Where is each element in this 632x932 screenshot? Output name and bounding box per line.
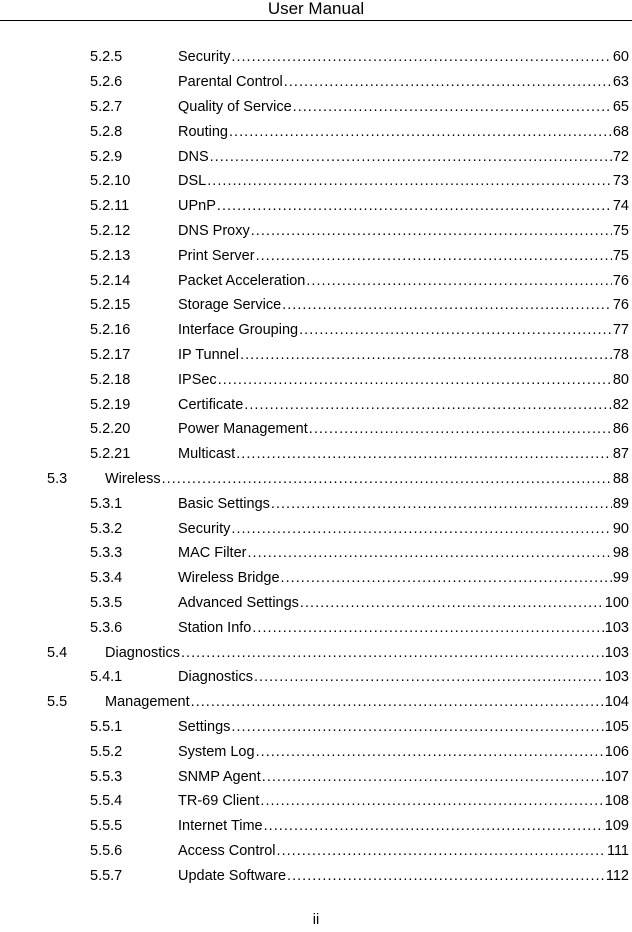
- toc-section-number: 5.3.4: [90, 570, 123, 587]
- toc-entry-line: [178, 223, 629, 239]
- toc-section-number: 5.5.5: [90, 818, 123, 835]
- toc-section-number: 5.2.6: [90, 74, 123, 91]
- toc-dot-leader: [287, 868, 605, 884]
- toc-section-title[interactable]: Station Info: [178, 619, 252, 636]
- toc-section-title[interactable]: SNMP Agent: [178, 768, 261, 785]
- toc-section-title[interactable]: Access Control: [178, 842, 276, 859]
- toc-section-title[interactable]: IPSec: [178, 371, 217, 388]
- toc-entry-line: [178, 322, 629, 338]
- toc-section-title[interactable]: Parental Control: [178, 74, 283, 91]
- toc-dot-leader: [231, 49, 611, 65]
- toc-dot-leader: [162, 471, 612, 487]
- header-divider: [0, 20, 632, 21]
- toc-entry-line: [178, 248, 629, 264]
- toc-entry[interactable]: [0, 318, 632, 343]
- toc-entry[interactable]: [0, 690, 632, 715]
- toc-section-title[interactable]: IP Tunnel: [178, 346, 240, 363]
- toc-dot-leader: [281, 570, 612, 586]
- toc-dot-leader: [218, 372, 612, 388]
- toc-page-number[interactable]: 104: [604, 694, 629, 711]
- toc-section-title[interactable]: Internet Time: [178, 818, 263, 835]
- toc-section-number: 5.3.6: [90, 619, 123, 636]
- toc-entry[interactable]: [0, 392, 632, 417]
- toc-section-number: 5.2.7: [90, 98, 123, 115]
- toc-dot-leader: [236, 446, 612, 462]
- toc-page-number[interactable]: 63: [612, 74, 629, 91]
- toc-entry[interactable]: [0, 467, 632, 492]
- toc-entry-line: [178, 446, 629, 462]
- toc-dot-leader: [181, 645, 604, 661]
- toc-section-title[interactable]: Multicast: [178, 446, 236, 463]
- toc-entry[interactable]: [0, 293, 632, 318]
- toc-section-title[interactable]: Diagnostics: [105, 644, 180, 661]
- toc-entry-line: [178, 421, 629, 437]
- toc-dot-leader: [309, 421, 612, 437]
- footer-page-number: ii: [312, 912, 320, 928]
- toc-page-number[interactable]: 82: [612, 396, 629, 413]
- toc-section-number: 5.2.12: [90, 222, 131, 239]
- toc-entry-line: [178, 719, 629, 735]
- toc-entry-line: [178, 669, 629, 685]
- toc-entry-line: [178, 49, 629, 65]
- toc-dot-leader: [254, 669, 604, 685]
- toc-section-title[interactable]: UPnP: [178, 198, 216, 215]
- toc-entry-line: [178, 843, 629, 859]
- toc-entry-line: [178, 570, 629, 586]
- table-of-contents: [0, 45, 632, 888]
- toc-dot-leader: [282, 297, 612, 313]
- toc-section-title[interactable]: TR-69 Client: [178, 793, 260, 810]
- toc-entry[interactable]: [0, 814, 632, 839]
- toc-entry-line: [178, 620, 629, 636]
- toc-dot-leader: [240, 347, 612, 363]
- toc-page-number[interactable]: 90: [612, 520, 629, 537]
- toc-entry[interactable]: [0, 491, 632, 516]
- toc-entry[interactable]: [0, 144, 632, 169]
- toc-page-number[interactable]: 80: [612, 371, 629, 388]
- toc-entry[interactable]: [0, 243, 632, 268]
- toc-section-number: 5.5.2: [90, 743, 123, 760]
- toc-page-number[interactable]: 60: [612, 49, 629, 66]
- toc-entry-line: [178, 149, 629, 165]
- toc-entry-line: [178, 397, 629, 413]
- toc-page-number[interactable]: 103: [604, 644, 629, 661]
- toc-page-number[interactable]: 98: [612, 545, 629, 562]
- toc-entry-line: [178, 173, 629, 189]
- toc-page-number[interactable]: 112: [605, 867, 629, 884]
- toc-entry[interactable]: [0, 95, 632, 120]
- toc-dot-leader: [271, 496, 612, 512]
- toc-section-title[interactable]: Power Management: [178, 421, 308, 438]
- toc-entry-line: [178, 545, 629, 561]
- toc-section-number: 5.2.10: [90, 173, 131, 190]
- toc-entry-line: [178, 496, 629, 512]
- toc-entry[interactable]: [0, 839, 632, 864]
- toc-page-number[interactable]: 87: [612, 446, 629, 463]
- toc-section-number: 5.2.9: [90, 148, 123, 165]
- toc-section-number: 5.4: [47, 644, 68, 661]
- toc-entry[interactable]: [0, 640, 632, 665]
- toc-entry[interactable]: [0, 219, 632, 244]
- toc-entry-line: [178, 818, 629, 834]
- toc-dot-leader: [210, 149, 612, 165]
- toc-page-number[interactable]: 74: [612, 198, 629, 215]
- toc-section-title[interactable]: Wireless: [105, 470, 161, 487]
- toc-entry[interactable]: [0, 45, 632, 70]
- toc-section-number: 5.5.1: [90, 718, 123, 735]
- toc-entry-line: [105, 471, 629, 487]
- toc-section-number: 5.2.17: [90, 346, 131, 363]
- page-header-title: User Manual: [267, 0, 365, 18]
- toc-page-number[interactable]: 75: [612, 222, 629, 239]
- toc-section-number: 5.5.7: [90, 867, 123, 884]
- toc-page-number[interactable]: 65: [612, 98, 629, 115]
- toc-page-number[interactable]: 77: [612, 322, 629, 339]
- toc-dot-leader: [260, 793, 603, 809]
- toc-dot-leader: [229, 124, 612, 140]
- toc-section-title[interactable]: Security: [178, 520, 231, 537]
- toc-section-title[interactable]: Print Server: [178, 247, 255, 264]
- toc-dot-leader: [217, 198, 612, 214]
- toc-dot-leader: [231, 521, 611, 537]
- toc-page-number[interactable]: 75: [612, 247, 629, 264]
- toc-section-number: 5.3.5: [90, 594, 123, 611]
- toc-entry[interactable]: [0, 442, 632, 467]
- toc-entry[interactable]: [0, 194, 632, 219]
- toc-entry[interactable]: [0, 169, 632, 194]
- toc-section-title[interactable]: Advanced Settings: [178, 594, 299, 611]
- toc-section-title[interactable]: Management: [105, 694, 190, 711]
- toc-page-number[interactable]: 89: [612, 495, 629, 512]
- toc-page-number[interactable]: 76: [612, 297, 629, 314]
- toc-entry[interactable]: [0, 715, 632, 740]
- toc-dot-leader: [299, 322, 612, 338]
- toc-entry[interactable]: [0, 863, 632, 888]
- toc-entry[interactable]: [0, 591, 632, 616]
- toc-section-number: 5.2.16: [90, 322, 131, 339]
- toc-section-title[interactable]: DNS Proxy: [178, 222, 250, 239]
- toc-entry[interactable]: [0, 343, 632, 368]
- toc-entry-line: [178, 793, 629, 809]
- toc-section-number: 5.4.1: [90, 669, 123, 686]
- toc-entry-line: [178, 769, 629, 785]
- toc-section-number: 5.3: [47, 470, 68, 487]
- toc-entry-line: [105, 694, 629, 710]
- toc-section-title[interactable]: Quality of Service: [178, 98, 292, 115]
- toc-section-number: 5.2.8: [90, 123, 123, 140]
- toc-entry[interactable]: [0, 566, 632, 591]
- toc-page-number[interactable]: 76: [612, 272, 629, 289]
- toc-section-title[interactable]: DSL: [178, 173, 207, 190]
- toc-section-number: 5.3.2: [90, 520, 123, 537]
- toc-entry-line: [178, 74, 629, 90]
- toc-entry-line: [178, 124, 629, 140]
- toc-entry-line: [178, 372, 629, 388]
- toc-section-number: 5.2.5: [90, 49, 123, 66]
- toc-dot-leader: [264, 818, 604, 834]
- toc-section-number: 5.2.14: [90, 272, 131, 289]
- toc-section-title[interactable]: Basic Settings: [178, 495, 270, 512]
- toc-entry-line: [178, 595, 629, 611]
- toc-section-number: 5.2.11: [90, 198, 130, 215]
- toc-section-title[interactable]: Diagnostics: [178, 669, 253, 686]
- toc-section-title[interactable]: Settings: [178, 718, 231, 735]
- toc-section-title[interactable]: Packet Acceleration: [178, 272, 306, 289]
- toc-page-number[interactable]: 100: [604, 594, 629, 611]
- toc-section-number: 5.3.3: [90, 545, 123, 562]
- toc-section-number: 5.5.4: [90, 793, 123, 810]
- toc-page-number[interactable]: 78: [612, 346, 629, 363]
- toc-entry[interactable]: [0, 789, 632, 814]
- toc-section-title[interactable]: Update Software: [178, 867, 287, 884]
- toc-dot-leader: [300, 595, 604, 611]
- toc-section-title[interactable]: Storage Service: [178, 297, 282, 314]
- toc-dot-leader: [284, 74, 612, 90]
- toc-entry[interactable]: [0, 417, 632, 442]
- toc-dot-leader: [262, 769, 604, 785]
- toc-entry-line: [178, 99, 629, 115]
- toc-section-title[interactable]: Routing: [178, 123, 228, 140]
- toc-entry[interactable]: [0, 665, 632, 690]
- toc-section-number: 5.2.13: [90, 247, 131, 264]
- toc-entry-line: [105, 645, 629, 661]
- toc-section-number: 5.2.21: [90, 446, 131, 463]
- toc-section-number: 5.5.3: [90, 768, 123, 785]
- toc-entry-line: [178, 297, 629, 313]
- toc-entry[interactable]: [0, 541, 632, 566]
- toc-page-number[interactable]: 106: [604, 743, 629, 760]
- toc-page-number[interactable]: 109: [604, 818, 629, 835]
- toc-dot-leader: [277, 843, 606, 859]
- toc-page-number[interactable]: 103: [604, 669, 629, 686]
- toc-page-number[interactable]: 99: [612, 570, 629, 587]
- toc-dot-leader: [306, 273, 612, 289]
- toc-section-number: 5.2.18: [90, 371, 131, 388]
- toc-dot-leader: [231, 719, 603, 735]
- toc-entry[interactable]: [0, 70, 632, 95]
- toc-entry[interactable]: [0, 516, 632, 541]
- toc-page-number[interactable]: 86: [612, 421, 629, 438]
- toc-page-number[interactable]: 111: [606, 842, 629, 859]
- toc-page-number[interactable]: 68: [612, 123, 629, 140]
- toc-page-number[interactable]: 72: [612, 148, 629, 165]
- toc-section-number: 5.2.19: [90, 396, 131, 413]
- toc-entry[interactable]: [0, 367, 632, 392]
- toc-dot-leader: [252, 620, 603, 636]
- toc-dot-leader: [256, 248, 612, 264]
- toc-dot-leader: [191, 694, 604, 710]
- toc-section-title[interactable]: System Log: [178, 743, 255, 760]
- toc-entry-line: [178, 347, 629, 363]
- toc-section-number: 5.5: [47, 694, 68, 711]
- toc-dot-leader: [244, 397, 612, 413]
- toc-entry[interactable]: [0, 615, 632, 640]
- toc-entry[interactable]: [0, 739, 632, 764]
- toc-entry-line: [178, 198, 629, 214]
- toc-entry[interactable]: [0, 764, 632, 789]
- toc-section-number: 5.2.20: [90, 421, 131, 438]
- toc-dot-leader: [247, 545, 611, 561]
- toc-dot-leader: [256, 744, 604, 760]
- toc-page-number[interactable]: 88: [612, 470, 629, 487]
- toc-page-number[interactable]: 103: [604, 619, 629, 636]
- toc-dot-leader: [251, 223, 612, 239]
- toc-section-title[interactable]: Interface Grouping: [178, 322, 299, 339]
- toc-section-title[interactable]: Certificate: [178, 396, 244, 413]
- toc-entry[interactable]: [0, 119, 632, 144]
- toc-entry[interactable]: [0, 268, 632, 293]
- toc-dot-leader: [207, 173, 612, 189]
- toc-page-number[interactable]: 107: [604, 768, 629, 785]
- toc-section-title[interactable]: Security: [178, 49, 231, 66]
- toc-entry-line: [178, 868, 629, 884]
- toc-section-number: 5.2.15: [90, 297, 131, 314]
- toc-entry-line: [178, 744, 629, 760]
- toc-section-title[interactable]: MAC Filter: [178, 545, 247, 562]
- toc-section-title[interactable]: Wireless Bridge: [178, 570, 280, 587]
- toc-section-number: 5.5.6: [90, 842, 123, 859]
- toc-page-number[interactable]: 105: [604, 718, 629, 735]
- toc-dot-leader: [293, 99, 612, 115]
- toc-entry-line: [178, 521, 629, 537]
- toc-page-number[interactable]: 108: [604, 793, 629, 810]
- toc-page-number[interactable]: 73: [612, 173, 629, 190]
- toc-section-number: 5.3.1: [90, 495, 123, 512]
- toc-section-title[interactable]: DNS: [178, 148, 209, 165]
- toc-entry-line: [178, 273, 629, 289]
